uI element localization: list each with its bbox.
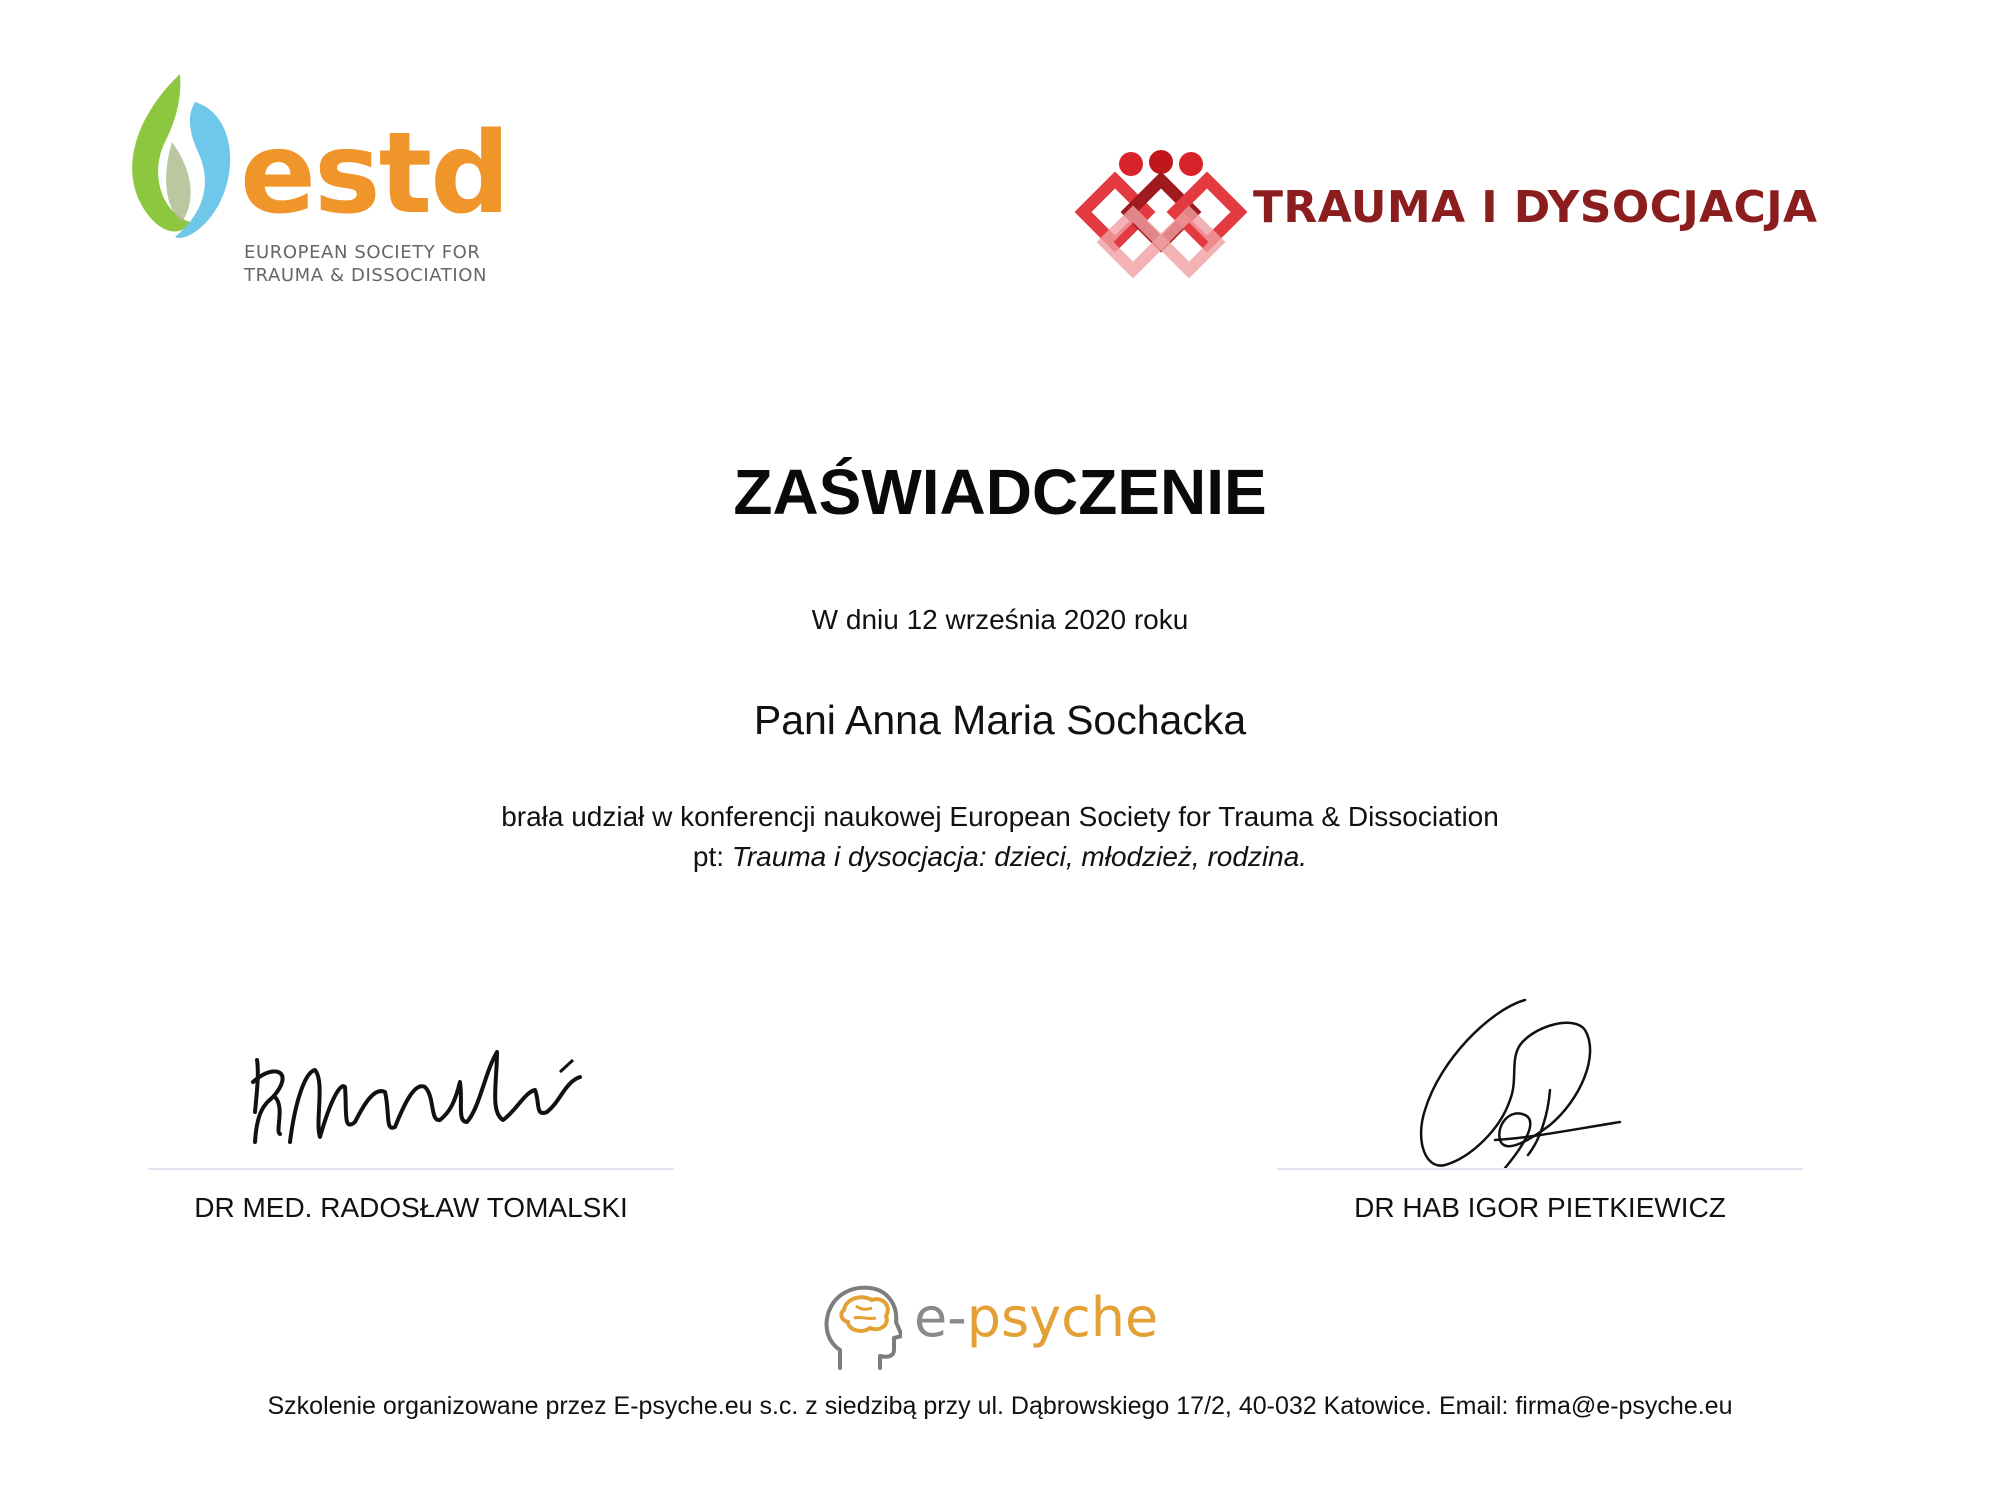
right-signature-line bbox=[1277, 1168, 1803, 1170]
e-psyche-wordmark bbox=[914, 1286, 1158, 1350]
conference-title-prefix: pt: bbox=[692, 841, 732, 872]
e-psyche-logo bbox=[822, 1280, 1182, 1370]
trauma-i-dysocjacja-logo bbox=[1075, 150, 1835, 280]
e-psyche-prefix: e- bbox=[914, 1286, 967, 1349]
head-brain-icon bbox=[822, 1280, 902, 1370]
trauma-i-dysocjacja-text: TRAUMA I DYSOCJACJA bbox=[1253, 182, 1818, 233]
estd-subtitle-line1: EUROPEAN SOCIETY FOR bbox=[244, 242, 481, 263]
estd-logo bbox=[120, 72, 520, 292]
certificate-date: W dniu 12 września 2020 roku bbox=[811, 604, 1189, 635]
estd-subtitle-line2: TRAUMA & DISSOCIATION bbox=[244, 265, 488, 286]
left-signatory-name: DR MED. RADOSŁAW TOMALSKI bbox=[194, 1192, 628, 1223]
certificate-body-line1: brała udział w konferencji naukowej European Society for Trauma & Dissociation bbox=[501, 801, 1499, 832]
right-signature bbox=[1400, 990, 1630, 1180]
conference-title: Trauma i dysocjacja: dzieci, młodzież, rodzina. bbox=[731, 841, 1308, 872]
certificate-title: ZAŚWIADCZENIE bbox=[733, 456, 1267, 528]
e-psyche-suffix: psyche bbox=[966, 1286, 1159, 1349]
estd-drop-icon bbox=[120, 72, 238, 242]
people-diamond-icon bbox=[1075, 150, 1247, 278]
certificate-recipient: Pani Anna Maria Sochacka bbox=[753, 697, 1247, 743]
estd-wordmark: estd bbox=[240, 109, 509, 239]
certificate-body-line2 bbox=[0, 838, 2000, 876]
left-signature-line bbox=[148, 1168, 674, 1170]
right-signatory-name: DR HAB IGOR PIETKIEWICZ bbox=[1354, 1192, 1726, 1223]
footer-organizer-info: Szkolenie organizowane przez E-psyche.eu s.c. z siedzibą przy ul. Dąbrowskiego 17/2, 40-032 Katowice. Email: firma@e-psyche.eu bbox=[267, 1392, 1733, 1420]
left-signature bbox=[235, 1042, 605, 1162]
